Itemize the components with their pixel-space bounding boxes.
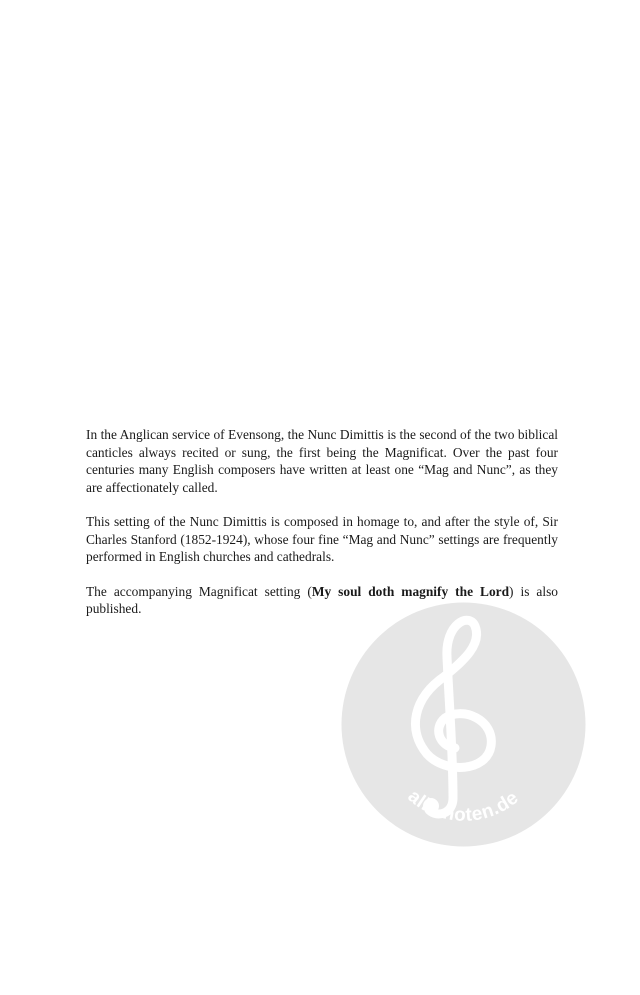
magnificat-text-start: The accompanying Magnificat setting (	[86, 583, 312, 599]
magnificat-text-end: ) is also published.	[86, 583, 558, 616]
paragraph-evensong: In the Anglican service of Evensong, the Nunc Dimittis is the second of the two biblical canticles always recited or sung, the first being the Magnificat. Over the past four centuries many English composers have written at least one “Mag and Nunc”, as they are affectionately called.	[86, 427, 558, 495]
watermark-svg	[341, 602, 586, 847]
paragraph-stanford: This setting of the Nunc Dimittis is composed in homage to, and after the style of, Sir Charles Stanford (1852-1924), whose four fine “Mag and Nunc” settings are frequently performed in English churches and cathedrals.	[86, 514, 558, 564]
watermark-textpath: alle-noten.de	[403, 785, 523, 827]
magnificat-title: My soul doth magnify the Lord	[311, 583, 510, 599]
watermark-logo	[341, 602, 586, 847]
